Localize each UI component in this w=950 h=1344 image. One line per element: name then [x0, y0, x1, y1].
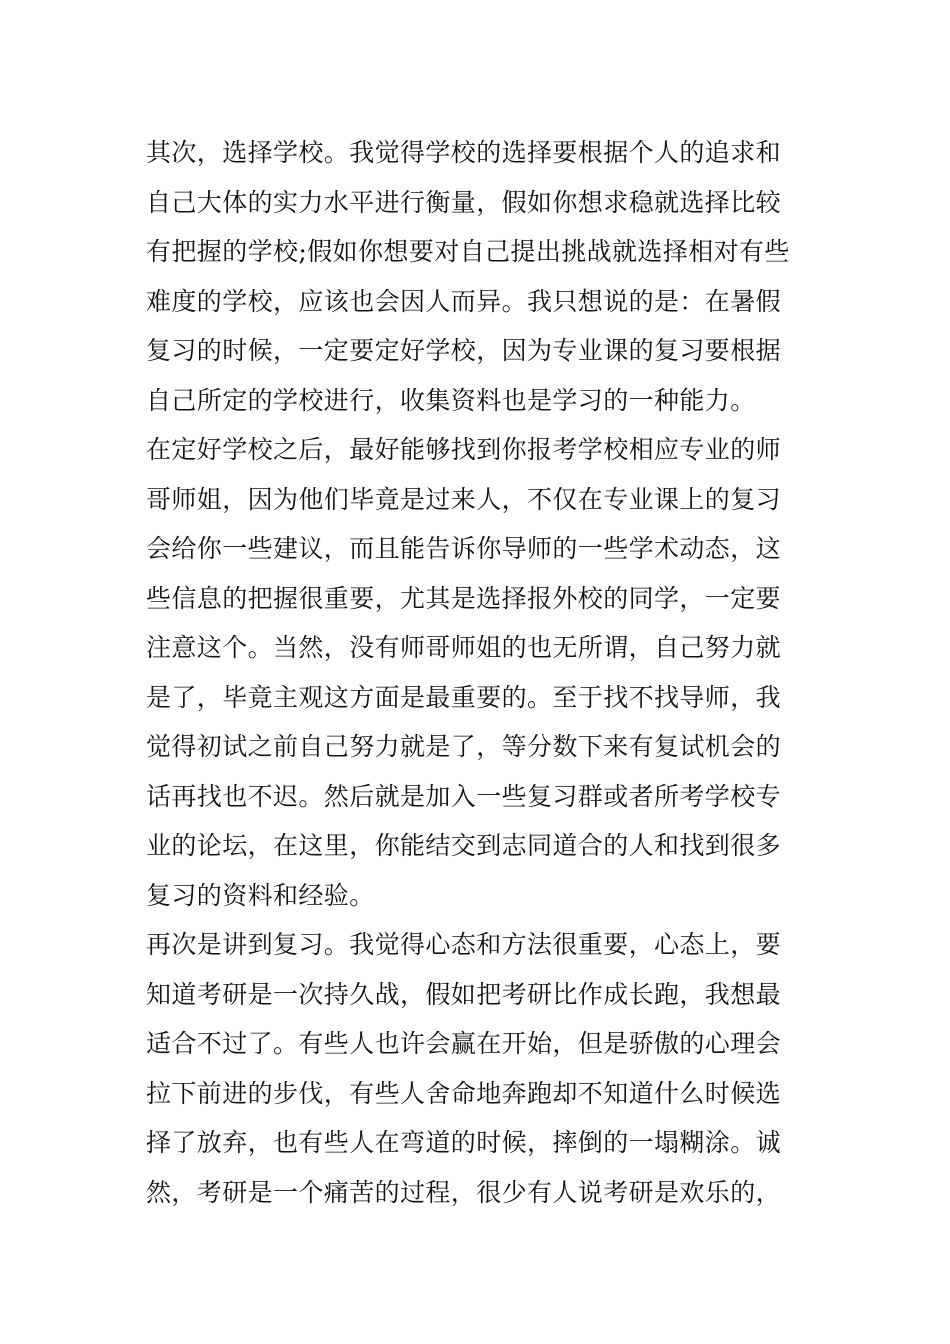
text-line: 哥师姐，因为他们毕竟是过来人，不仅在专业课上的复习	[146, 484, 782, 514]
text-line: 注意这个。当然，没有师哥师姐的也无所谓，自己努力就	[146, 633, 782, 662]
text-line: 择了放弃，也有些人在弯道的时候，摔倒的一塌糊涂。诚	[146, 1128, 782, 1157]
text-line: 业的论坛，在这里，你能结交到志同道合的人和找到很多	[146, 831, 782, 860]
text-line: 知道考研是一次持久战，假如把考研比作成长跑，我想最	[146, 979, 782, 1009]
text-line: 复习的时候，一定要定好学校，因为专业课的复习要根据	[146, 336, 782, 365]
text-line: 再次是讲到复习。我觉得心态和方法很重要，心态上，要	[146, 930, 782, 959]
paragraph-find-seniors	[146, 425, 806, 920]
text-line: 适合不过了。有些人也许会赢在开始，但是骄傲的心理会	[146, 1029, 782, 1058]
paragraph-choose-school	[146, 128, 806, 425]
text-line: 然，考研是一个痛苦的过程，很少有人说考研是欢乐的，	[146, 1177, 782, 1207]
text-line: 自己大体的实力水平进行衡量，假如你想求稳就选择比较	[146, 187, 782, 217]
text-line: 会给你一些建议，而且能告诉你导师的一些学术动态，这	[146, 534, 782, 563]
text-line: 话再找也不迟。然后就是加入一些复习群或者所考学校专	[146, 781, 782, 811]
text-line: 其次，选择学校。我觉得学校的选择要根据个人的追求和	[146, 138, 782, 167]
text-line: 觉得初试之前自己努力就是了，等分数下来有复试机会的	[146, 732, 782, 761]
text-line: 复习的资料和经验。	[146, 880, 375, 910]
text-line: 是了，毕竟主观这方面是最重要的。至于找不找导师，我	[146, 682, 782, 712]
document-body	[146, 128, 806, 1217]
text-line: 难度的学校，应该也会因人而异。我只想说的是：在暑假	[146, 286, 782, 316]
text-line: 拉下前进的步伐，有些人舍命地奔跑却不知道什么时候选	[146, 1078, 782, 1108]
text-line: 在定好学校之后，最好能够找到你报考学校相应专业的师	[146, 435, 782, 464]
paragraph-review	[146, 920, 806, 1217]
text-line: 自己所定的学校进行，收集资料也是学习的一种能力。	[146, 385, 756, 415]
text-line: 有把握的学校;假如你想要对自己提出挑战就选择相对有些	[146, 237, 790, 266]
text-line: 些信息的把握很重要，尤其是选择报外校的同学，一定要	[146, 583, 782, 613]
